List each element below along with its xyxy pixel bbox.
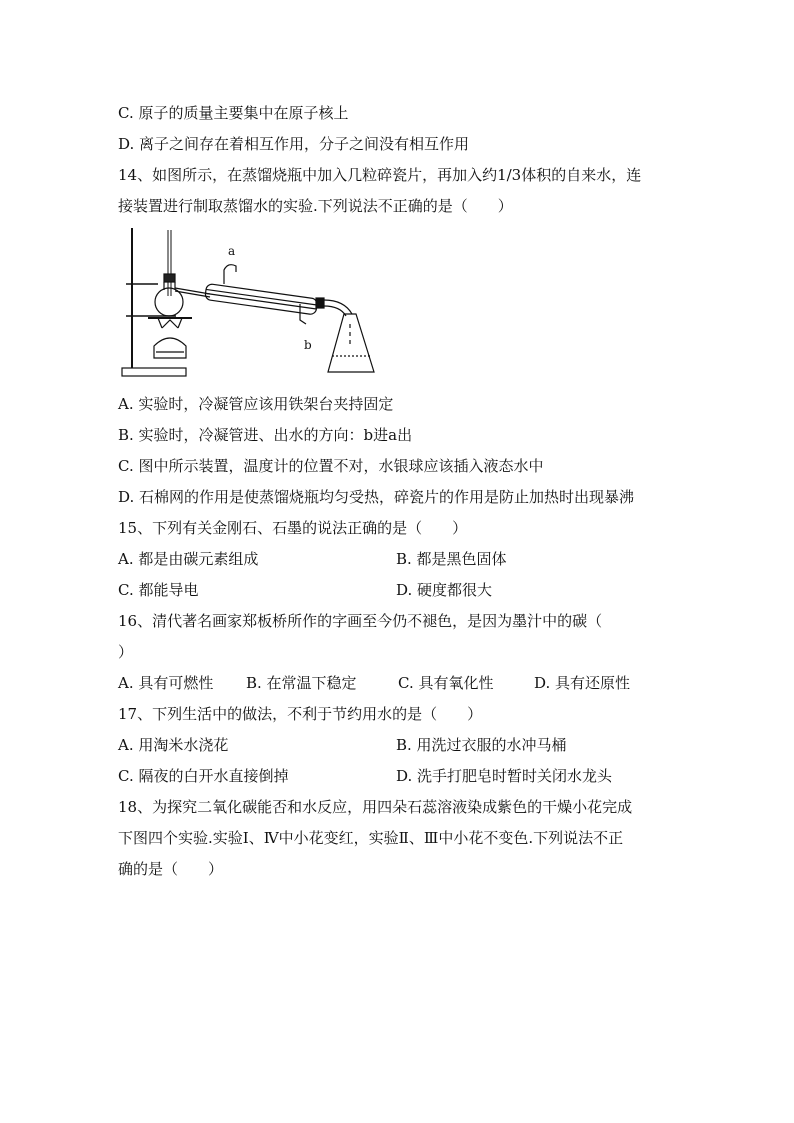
question-17-stem: 17、下列生活中的做法，不利于节约用水的是（ ）: [118, 705, 483, 723]
receiving-flask: [328, 314, 374, 372]
question-15-stem: 15、下列有关金刚石、石墨的说法正确的是（ ）: [118, 519, 468, 537]
question-14-option-a: A. 实验时，冷凝管应该用铁架台夹持固定: [118, 395, 394, 413]
alcohol-lamp: [154, 338, 186, 358]
question-16-option-b: B. 在常温下稳定: [246, 674, 357, 692]
question-14-stem-cont: 接装置进行制取蒸馏水的实验.下列说法不正确的是（ ）: [118, 197, 513, 215]
question-17-option-b: B. 用洗过衣服的水冲马桶: [396, 736, 567, 754]
question-18-stem-end: 确的是（ ）: [118, 860, 224, 878]
water-outlet-a: [224, 265, 236, 284]
condenser: [205, 284, 318, 315]
question-15-option-c: C. 都能导电: [118, 581, 199, 599]
question-16-stem-cont: ）: [118, 643, 134, 661]
question-16-stem: 16、清代著名画家郑板桥所作的字画至今仍不褪色，是因为墨汁中的碳（: [118, 612, 603, 630]
option-text: D. 离子之间存在着相互作用，分子之间没有相互作用: [118, 135, 470, 153]
adapter-joint: [316, 298, 324, 308]
option-text: C. 原子的质量主要集中在原子核上: [118, 104, 349, 122]
question-16-option-d: D. 具有还原性: [534, 674, 631, 692]
question-14-option-d: D. 石棉网的作用是使蒸馏烧瓶均匀受热，碎瓷片的作用是防止加热时出现暴沸: [118, 488, 635, 506]
stopper: [164, 274, 175, 282]
question-14-option-b: B. 实验时，冷凝管进、出水的方向：b进a出: [118, 426, 413, 444]
question-17-option-d: D. 洗手打肥皂时暂时关闭水龙头: [396, 767, 613, 785]
question-15-option-b: B. 都是黑色固体: [396, 550, 507, 568]
stand-base: [122, 368, 186, 376]
question-14-option-c: C. 图中所示装置，温度计的位置不对，水银球应该插入液态水中: [118, 457, 544, 475]
distillation-apparatus-figure: [118, 224, 380, 384]
label-b: b: [304, 338, 312, 352]
label-a: a: [228, 244, 236, 258]
distillation-apparatus-diagram: [118, 224, 380, 380]
question-14-stem: 14、如图所示，在蒸馏烧瓶中加入几粒碎瓷片，再加入约1/3体积的自来水，连: [118, 166, 642, 184]
question-17-option-a: A. 用淘米水浇花: [118, 736, 229, 754]
question-15-option-d: D. 硬度都很大: [396, 581, 493, 599]
question-16-option-a: A. 具有可燃性: [118, 674, 214, 692]
question-18-stem: 18、为探究二氧化碳能否和水反应，用四朵石蕊溶液染成紫色的干燥小花完成: [118, 798, 633, 816]
question-17-option-c: C. 隔夜的白开水直接倒掉: [118, 767, 289, 785]
question-16-option-c: C. 具有氧化性: [398, 674, 494, 692]
question-15-option-a: A. 都是由碳元素组成: [118, 550, 259, 568]
question-18-stem-cont: 下图四个实验.实验Ⅰ、Ⅳ中小花变红，实验Ⅱ、Ⅲ中小花不变色.下列说法不正: [118, 829, 624, 847]
